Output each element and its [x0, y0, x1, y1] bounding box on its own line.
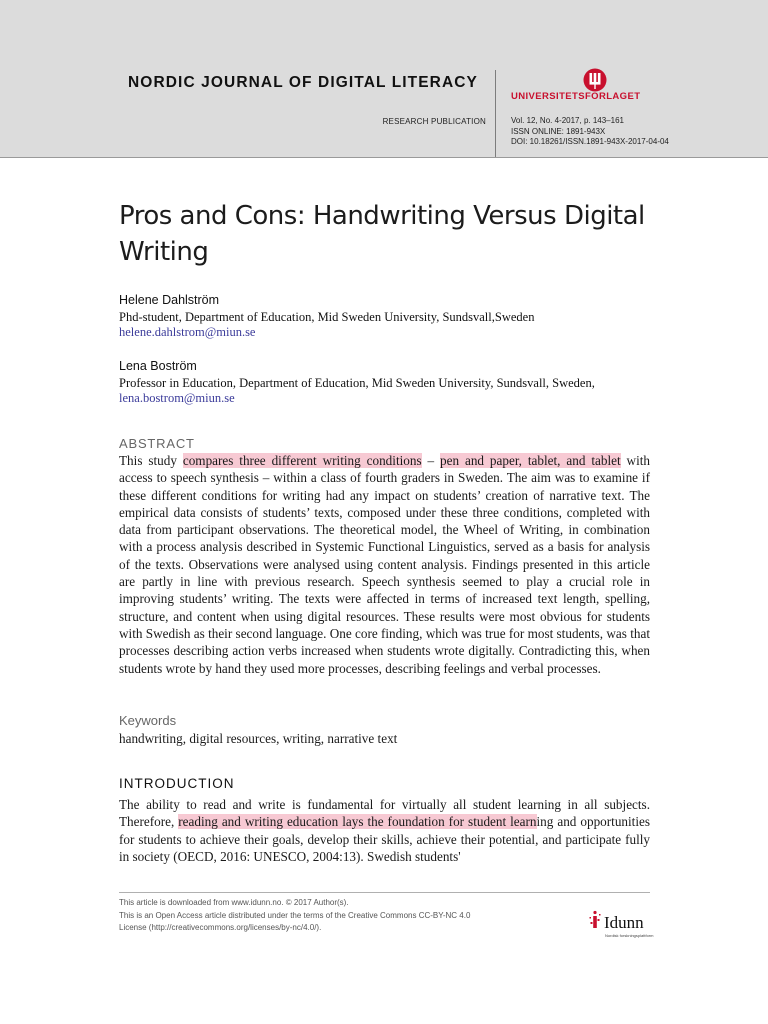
idunn-wordmark: Idunn [604, 913, 644, 932]
author-name: Lena Boström [119, 359, 197, 373]
abstract-text [119, 452, 650, 677]
journal-header [0, 0, 768, 158]
footer-license [119, 897, 470, 935]
introduction-heading: INTRODUCTION [119, 776, 235, 791]
abstract-text-segment: with access to speech synthesis – within a class of fourth graders in Sweden. The aim was to examine if these different conditions for writing had any impact on students’ creation of narrative text. The empirical data consists of students’ texts, composed under these three conditions, completed with data from participant observations. The theoretical model, the Wheel of Writing, in combination with a process analysis described in Systemic Functional Linguistics, served as a basis for analysis of the texts. Observations were analysed using content analysis. Findings presented in this article are partly in line with previous research. Speech synthesis seemed to play a crucial role in improving students’ writing. The texts were affected in terms of increased text length, spelling, structure, and content when using digital resources. These results were most obvious for students with Swedish as their second language. One core finding, which was true for most students, was that processes describing action verbs increased when students wrote digitally. Contradicting this, when students wrote by hand they used more processes, describing feelings and verbal processes. [119, 453, 650, 676]
article-title: Pros and Cons: Handwriting Versus Digital Writing [119, 201, 645, 267]
volume-info: Vol. 12, No. 4-2017, p. 143–161 [511, 116, 624, 125]
keywords-heading: Keywords [119, 713, 177, 728]
doi-link[interactable]: DOI: 10.18261/ISSN.1891-943X-2017-04-04 [511, 137, 669, 146]
footer-line: This article is downloaded from www.idunn.no. © 2017 Author(s). [119, 898, 349, 907]
publisher-logo-icon [583, 68, 607, 92]
intro-text-segment: The ability to read and write is fundamental for virtually all student learning in all subjects. Therefore, [119, 797, 650, 830]
intro-text-segment: ing and opportunities for students to achieve their goals, develop their skills, achieve their potential, and participate fully in society (OECD, 2016: UNESCO, 2004:13). Swedish students' [119, 814, 650, 864]
abstract-text-segment: This study [119, 453, 183, 468]
highlight: pen and paper, tablet, and tablet [440, 453, 621, 468]
author-name: Helene Dahlström [119, 293, 220, 307]
keywords-list: handwriting, digital resources, writing, narrative text [119, 731, 398, 746]
footer-divider [119, 892, 650, 893]
highlight: compares three different writing conditions [182, 453, 422, 468]
publisher-name: UNIVERSITETSFORLAGET [511, 91, 641, 102]
publication-meta [511, 116, 669, 148]
header-divider [495, 70, 496, 157]
introduction-text [119, 796, 650, 865]
footer-license-link[interactable]: License (http://creativecommons.org/licenses/by-nc/4.0/). [119, 923, 322, 932]
highlight: reading and writing education lays the foundation for student learn [178, 814, 537, 830]
issn-info: ISSN ONLINE: 1891-943X [511, 126, 606, 136]
author-affiliation: Professor in Education, Department of Education, Mid Sweden University, Sundsvall, Sweden, [119, 376, 595, 390]
abstract-text-segment: – [421, 453, 441, 468]
author-email-link[interactable]: lena.bostrom@miun.se [119, 391, 235, 405]
author-affiliation: Phd-student, Department of Education, Mid Sweden University, Sundsvall,Sweden [119, 310, 535, 324]
footer-line: This is an Open Access article distributed under the terms of the Creative Commons CC-BY-NC 4.0 [119, 910, 471, 920]
idunn-tagline: Nordisk forskningsplattform [605, 933, 654, 938]
author-email-link[interactable]: helene.dahlstrom@miun.se [119, 325, 256, 339]
publication-type: RESEARCH PUBLICATION [382, 117, 486, 126]
journal-name: NORDIC JOURNAL OF DIGITAL LITERACY [128, 74, 478, 91]
abstract-heading: ABSTRACT [119, 436, 195, 451]
